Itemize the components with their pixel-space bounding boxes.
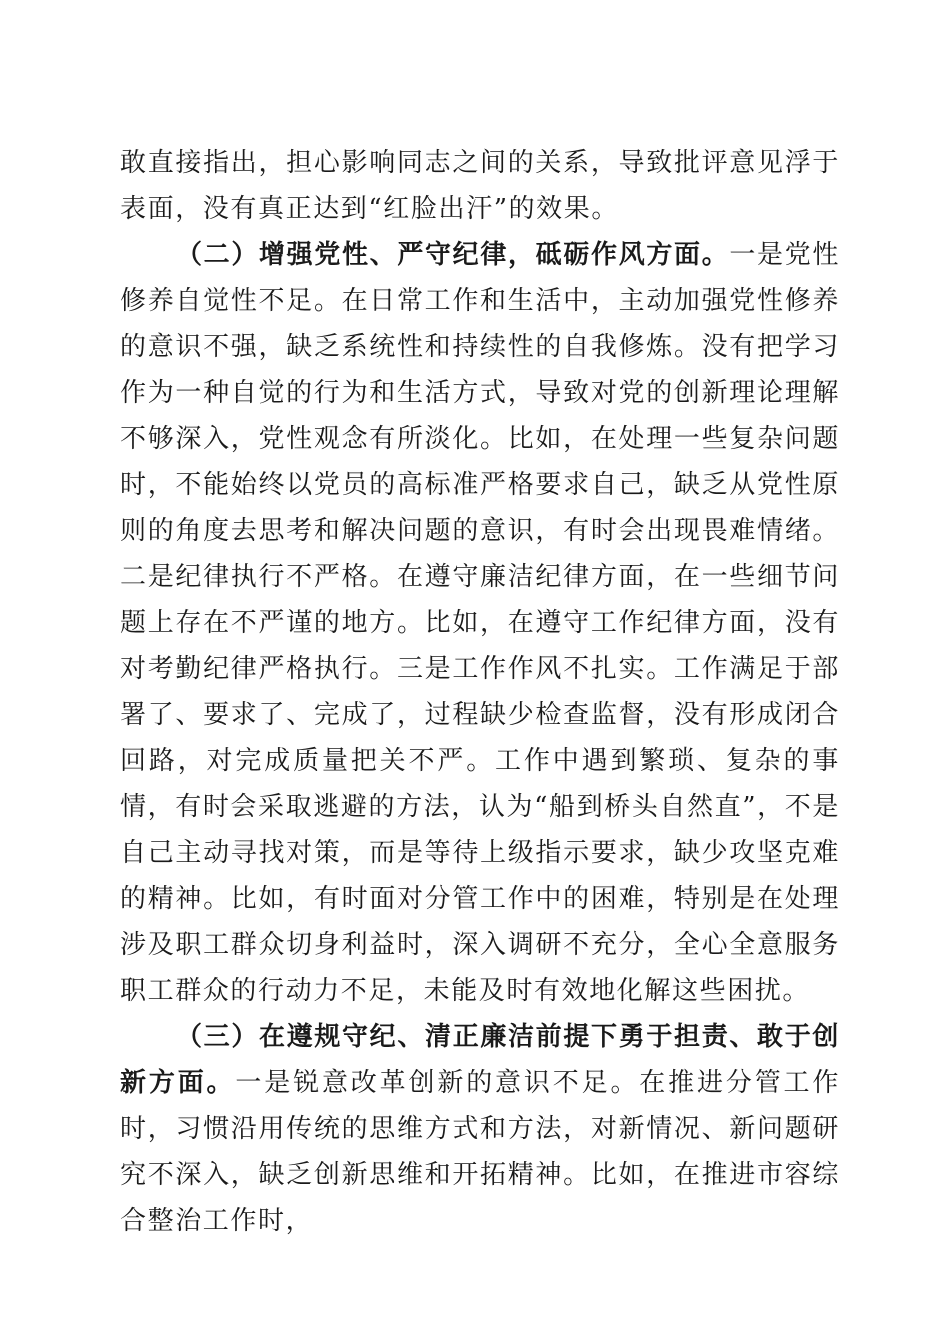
paragraph-1-text: 敢直接指出，担心影响同志之间的关系，导致批评意见浮于表面，没有真正达到“红脸出汗”的效果。 [120, 148, 840, 224]
paragraph-3-heading: （三）在遵规守纪、清正廉洁前提下勇于担责、敢于创新方面。 [120, 1022, 840, 1098]
paragraph-2-text: 一是党性修养自觉性不足。在日常工作和生活中，主动加强党性修养的意识不强，缺乏系统性和持续性的自我修炼。没有把学习作为一种自觉的行为和生活方式，导致对党的创新理论理解不够深入，党性观念有所淡化。比如，在处理一些复杂问题时，不能始终以党员的高标准严格要求自己，缺乏从党性原则的角度去思考和解决问题的意识，有时会出现畏难情绪。二是纪律执行不严格。在遵守廉洁纪律方面，在一些细节问题上存在不严谨的地方。比如，在遵守工作纪律方面，没有对考勤纪律严格执行。三是工作作风不扎实。工作满足于部署了、要求了、完成了，过程缺少检查监督，没有形成闭合回路，对完成质量把关不严。工作中遇到繁琐、复杂的事情，有时会采取逃避的方法，认为“船到桥头自然直”，不是自己主动寻找对策，而是等待上级指示要求，缺少攻坚克难的精神。比如，有时面对分管工作中的困难，特别是在处理涉及职工群众切身利益时，深入调研不充分，全心全意服务职工群众的行动力不足，未能及时有效地化解这些困扰。 [120, 240, 840, 1006]
paragraph-2-heading: （二）增强党性、严守纪律，砥砺作风方面。 [176, 240, 730, 270]
paragraph-3-text: 一是锐意改革创新的意识不足。在推进分管工作时，习惯沿用传统的思维方式和方法，对新情况、新问题研究不深入，缺乏创新思维和开拓精神。比如，在推进市容综合整治工作时， [120, 1068, 840, 1236]
document-body [120, 140, 840, 1244]
paragraph-3 [120, 1014, 840, 1244]
paragraph-1 [120, 140, 840, 232]
paragraph-2 [120, 232, 840, 1014]
